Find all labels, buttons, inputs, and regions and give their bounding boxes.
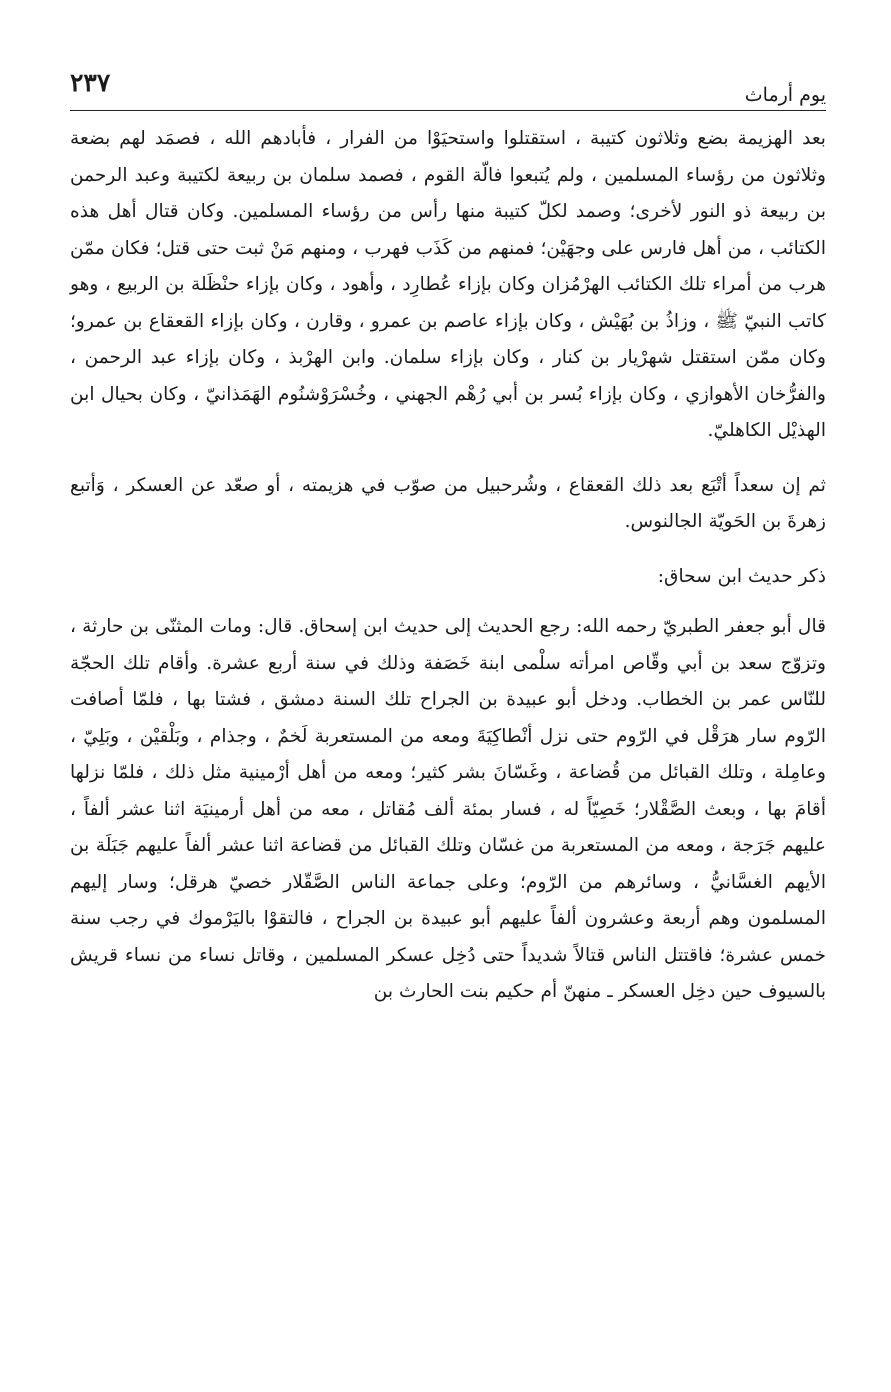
paragraph-ibn-ishaq-narration: قال أبو جعفر الطبريّ رحمه الله: رجع الحديث إلى حديث ابن إسحاق. قال: ومات المثنّى بن حارثة ، وتزوّج سعد بن أبي وقّاص امرأته سلْمى ابنة خَصَفة وذلك في سنة أربع عشرة. وأقام تلك الحجّة للنّاس عمر بن الخطاب. ودخل أبو عبيدة بن الجراح تلك السنة دمشق ، فشتا بها ، فلمّا أصافت الرّوم سار هرَقْل في الرّوم حتى نزل أنْطاكِيَةَ ومعه من المستعربة لَخمٌ ، وجذام ، وبَلْقيْن ، وبَلِيّ ، وعامِلة ، وتلك القبائل من قُضاعة ، وغَسّانَ بشر كثير؛ ومعه من أهل أرْمينية مثل ذلك ، فلمّا نزلها أقامَ بها ، وبعث الصَّقْلار؛ خَصِيّاً له ، فسار بمئة ألف مُقاتل ، معه من أهل أرمينيَة اثنا عشر ألفاً ، عليهم جَرَجة ، ومعه من المستعربة من غسّان وتلك القبائل من قضاعة اثنا عشر ألفاً عليهم جَبَلَة بن الأيهم الغسَّانيُّ ، وسائرهم من الرّوم؛ وعلى جماعة الناس الصَّقّلار خصيّ هرقل؛ وسار إليهم المسلمون وهم أربعة وعشرون ألفاً عليهم أبو عبيدة بن الجراح ، فالتقوْا باليَرْموك في رجب سنة خمس عشرة؛ فاقتتل الناس قتالاً شديداً حتى دُخِل عسكر المسلمين ، وقاتل نساء من نساء قريش بالسيوف حين دخِل العسكر ـ منهنّ أم حكيم بنت الحارث بن bbox=[70, 616, 826, 1002]
section-heading: ذكر حديث ابن سحاق: bbox=[657, 565, 826, 587]
paragraph-battle-aftermath: بعد الهزيمة بضع وثلاثون كتيبة ، استقتلوا واستحيَوْا من الفرار ، فأبادهم الله ، فصمَد لهم بضعة وثلاثون من رؤساء المسلمين ، ولم يُتبعوا فالّة القوم ، فصمد سلمان بن ربيعة لكتيبة وعبد الرحمن بن ربيعة ذو النور لأخرى؛ وصمد لكلّ كتيبة منها رأس من رؤساء المسلمين. وكان قتال أهل هذه الكتائب ، من أهل فارس على وجهَيْن؛ فمنهم من كَذَب فهرب ، ومنهم مَنْ ثبت حتى قتل؛ فكان ممّن هرب من أمراء تلك الكتائب الهرْمُزان وكان بإزاء عُطارِد ، وأهود ، وكان بإزاء حنْظَلة بن الربيع ، وهو كاتب النبيّ ﷺ ، وزاذُ بن بُهَيْش ، وكان بإزاء عاصم بن عمرو ، وقارن ، وكان بإزاء القعقاع بن عمرو؛ وكان ممّن استقتل شهرْيار بن كنار ، وكان بإزاء سلمان. وابن الهرْبذ ، وكان بإزاء عبد الرحمن ، والفرُّخان الأهوازي ، وكان بإزاء بُسر بن أبي رُهْم الجهني ، وخُسْرَوْشنُوم الهَمَذانيّ ، وكان بحيال ابن الهذيْل الكاهليّ. bbox=[70, 128, 826, 441]
running-title: يوم أرماث bbox=[744, 84, 826, 106]
paragraph-pursuit: ثم إن سعداً أتْبَع بعد ذلك القعقاع ، وشُرحبيل من صوّب في هزيمته ، أو صعّد عن العسكر ، وَأتبع زهرةَ بن الحَويّة الجالنوس. bbox=[70, 474, 826, 532]
book-page bbox=[70, 60, 826, 1011]
page-header bbox=[70, 60, 826, 111]
page-number: ٢٣٧ bbox=[70, 68, 111, 97]
